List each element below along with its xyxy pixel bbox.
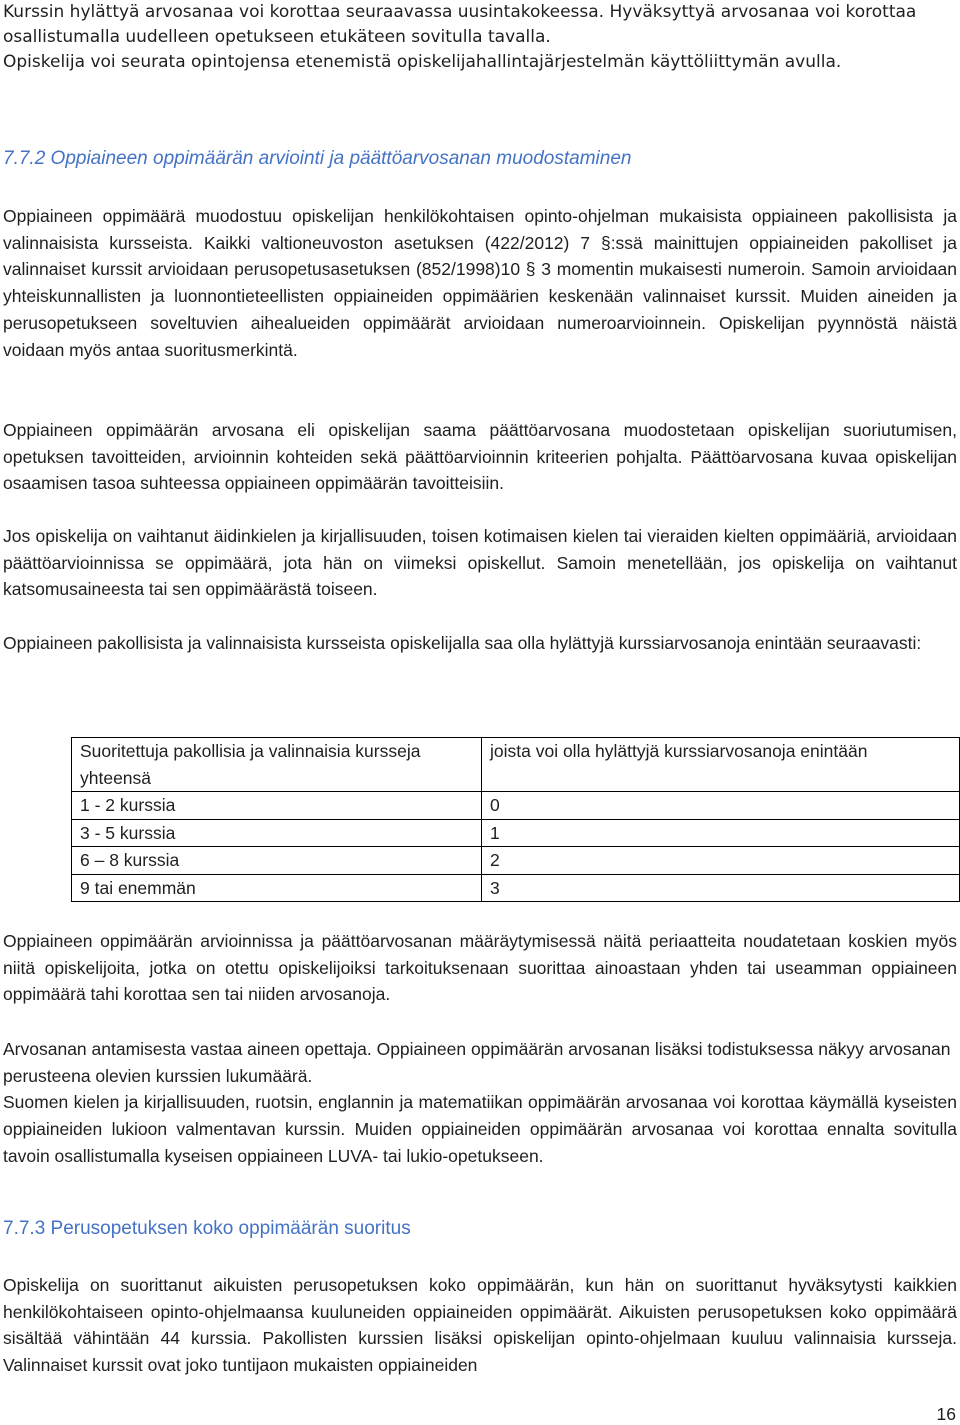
paragraph: Oppiaineen oppimäärän arvosana eli opiskelijan saama päättöarvosana muodostetaan opiskelijan suoriutumisen, opetuksen tavoitteiden, arvioinnin kohteiden sekä päättöarvioinnin kriteerien pohjalta. Päättöarvosana kuvaa opiskelijan osaamisen tasoa suhteessa oppiaineen oppimäärän tavoitteisiin. — [3, 420, 957, 494]
table-cell: 3 - 5 kurssia — [72, 819, 482, 847]
page-number: 16 — [936, 1404, 956, 1424]
section-heading-7-7-3: 7.7.3 Perusopetuksen koko oppimäärän suoritus — [3, 1218, 411, 1239]
table-header-cell: Suoritettuja pakollisia ja valinnaisia kursseja yhteensä — [72, 738, 482, 792]
table-row — [72, 819, 960, 847]
section-heading-7-7-2: 7.7.2 Oppiaineen oppimäärän arviointi ja päättöarvosanan muodostaminen — [3, 148, 632, 169]
failed-grades-table — [71, 737, 960, 902]
table-cell: 6 – 8 kurssia — [72, 847, 482, 875]
table-row — [72, 874, 960, 902]
table-cell: 1 - 2 kurssia — [72, 792, 482, 820]
paragraph: Jos opiskelija on vaihtanut äidinkielen ja kirjallisuuden, toisen kotimaisen kielen tai vieraiden kielten oppimääriä, arvioidaan päättöarvioinnissa se oppimäärä, jota hän on viimeksi opiskellut. Samoin menetellään, jos opiskelija on vaihtanut katsomusaineesta tai sen oppimäärästä toiseen. — [3, 526, 957, 600]
table-cell: 0 — [482, 792, 960, 820]
table-header-row — [72, 738, 960, 792]
paragraph: Opiskelija on suorittanut aikuisten perusopetuksen koko oppimäärän, kun hän on suorittanut hyväksytysti kaikkien henkilökohtaiseen opinto-ohjelmaansa kuuluneiden oppiaineiden oppimäärät. Aikuisten perusopetuksen koko oppimäärä sisältää vähintään 44 kurssia. Pakollisten kurssien lisäksi opiskelijan opinto-ohjelmaan kuuluu valinnaisia kursseja. Valinnaiset kurssit ovat joko tuntijaon mukaisten oppiaineiden — [3, 1275, 957, 1376]
paragraph: Oppiaineen oppimäärän arvioinnissa ja päättöarvosanan määräytymisessä näitä periaatteita noudatetaan koskien myös niitä opiskelijoita, jotka on otettu opiskelijoiksi tarkoituksenaan suorittaa ainoastaan yhden tai useamman oppiaineen oppimäärä tahi korottaa sen tai niiden arvosanoja. — [3, 931, 957, 1005]
intro-text — [3, 0, 957, 75]
paragraph: Arvosanan antamisesta vastaa aineen opettaja. Oppiaineen oppimäärän arvosanan lisäksi todistuksessa näkyy arvosanan perusteena olevien kurssien lukumäärä. — [3, 1039, 951, 1086]
table-row — [72, 847, 960, 875]
intro-line-3: Opiskelija voi seurata opintojensa etenemistä opiskelijahallintajärjestelmän käyttöliittymän avulla. — [3, 52, 842, 72]
table-header-cell: joista voi olla hylättyjä kurssiarvosanoja enintään — [482, 738, 960, 792]
table-cell: 1 — [482, 819, 960, 847]
intro-line-1: Kurssin hylättyä arvosanaa voi korottaa seuraavassa uusintakokeessa. Hyväksyttyä arvosanaa voi korottaa — [3, 2, 917, 22]
table-cell: 3 — [482, 874, 960, 902]
table-row — [72, 792, 960, 820]
paragraph: Suomen kielen ja kirjallisuuden, ruotsin, englannin ja matematiikan oppimäärän arvosanaa voi korottaa käymällä kyseisten oppiaineiden lukioon valmentavan kurssin. Muiden oppiaineiden oppimäärän arvosanaa voi korottaa ennalta sovitulla tavoin osallistumalla kyseisen oppiaineen LUVA- tai lukio-opetukseen. — [3, 1092, 957, 1166]
table-cell: 9 tai enemmän — [72, 874, 482, 902]
paragraph: Oppiaineen pakollisista ja valinnaisista kursseista opiskelijalla saa olla hylättyjä kurssiarvosanoja enintään seuraavasti: — [3, 633, 922, 653]
intro-line-2: osallistumalla uudelleen opetukseen etukäteen sovitulla tavalla. — [3, 27, 551, 47]
table-cell: 2 — [482, 847, 960, 875]
paragraph: Oppiaineen oppimäärä muodostuu opiskelijan henkilökohtaisen opinto-ohjelman mukaisista oppiaineen pakollisista ja valinnaisista kursseista. Kaikki valtioneuvoston asetuksen (422/2012) 7 §:ssä mainittujen oppiaineiden pakolliset ja valinnaiset kurssit arvioidaan perusopetusasetuksen (852/1998)10 § 3 momentin mukaisesti numeroin. Samoin arvioidaan yhteiskunnallisten ja luonnontieteellisten oppiaineiden oppimäärien keskenään valinnaiset kurssit. Muiden aineiden ja perusopetukseen soveltuvien aihealueiden oppimäärät arvioidaan numeroarvioinnein. Opiskelijan pyynnöstä näistä voidaan myös antaa suoritusmerkintä. — [3, 206, 957, 360]
